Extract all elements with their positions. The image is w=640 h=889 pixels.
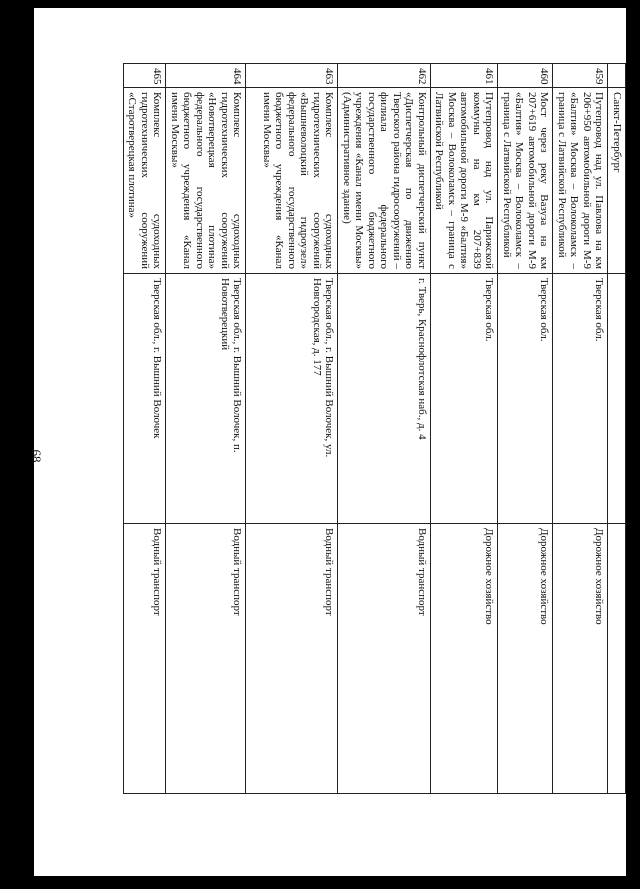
row-number: 465: [124, 64, 167, 88]
object-sector: Водный транспорт: [246, 524, 338, 794]
object-sector: Дорожное хозяйство: [431, 524, 499, 794]
page-number: 68: [29, 449, 44, 463]
object-sector: [608, 524, 626, 794]
object-address: Тверская обл.: [498, 274, 553, 524]
object-sector: Водный транспорт: [338, 524, 431, 794]
document-page: [29, 8, 626, 876]
row-number: 462: [338, 64, 431, 88]
row-number: [608, 64, 626, 88]
object-name: Контрольный диспетчерский пункт «Диспетчерская по движению Тверского района гидросооружений – филиала федерального государственного бюджетного учреждения «Канал имени Москвы» (Административное здание): [338, 88, 431, 274]
row-number: 460: [498, 64, 553, 88]
object-sector: Дорожное хозяйство: [498, 524, 553, 794]
table-row: [124, 64, 167, 794]
row-number: 463: [246, 64, 338, 88]
row-number: 459: [553, 64, 608, 88]
object-name: Путепровод над ул. Парижской коммуны на км 207+839 автомобильной дороги М-9 «Балтия» Москва – Волоколамск – граница с Латвийской Республикой: [431, 88, 499, 274]
table-row: [431, 64, 499, 794]
object-sector: Дорожное хозяйство: [553, 524, 608, 794]
object-address: Тверская обл.: [553, 274, 608, 524]
object-address: Тверская обл.: [431, 274, 499, 524]
table-row: [338, 64, 431, 794]
object-address: г. Тверь, Краснофлотская наб., д. 4: [338, 274, 431, 524]
objects-table: [123, 63, 626, 794]
object-name: Путепровод над ул. Павлова на км 206+950 автомобильной дороги М-9 «Балтия» Москва – Волоколамск – граница с Латвийской Республикой: [553, 88, 608, 274]
object-name: Санкт-Петербург: [608, 88, 626, 274]
table-row: [246, 64, 338, 794]
rotated-table-container: [86, 63, 626, 793]
table-row: [608, 64, 626, 794]
object-address: [608, 274, 626, 524]
table-row: [166, 64, 246, 794]
object-name: Мост через реку Вазуза на км 207+619 автомобильной дороги М-9 «Балтия» Москва – Волоколамск – граница с Латвийской Республикой: [498, 88, 553, 274]
table-row: [498, 64, 553, 794]
row-number: 464: [166, 64, 246, 88]
object-address: Тверская обл., г. Вышний Волочек, п. Новотверецкий: [166, 274, 246, 524]
table-row: [553, 64, 608, 794]
object-address: Тверская обл., г. Вышний Волочек, ул. Новгородская, д. 177: [246, 274, 338, 524]
object-name: Комплекс судоходных гидротехнических сооружений «Новотверецкая плотина» федерального государственного бюджетного учреждения «Канал имени Москвы»: [166, 88, 246, 274]
object-sector: Водный транспорт: [124, 524, 167, 794]
object-sector: Водный транспорт: [166, 524, 246, 794]
object-name: Комплекс судоходных гидротехнических сооружений «Старотверецкая плотина»: [124, 88, 167, 274]
row-number: 461: [431, 64, 499, 88]
object-name: Комплекс судоходных гидротехнических сооружений «Вышневолоцкий гидроузел» федерального государственного бюджетного учреждения «Канал имени Москвы»: [246, 88, 338, 274]
table-body: [124, 64, 626, 794]
object-address: Тверская обл., г. Вышний Волочек: [124, 274, 167, 524]
